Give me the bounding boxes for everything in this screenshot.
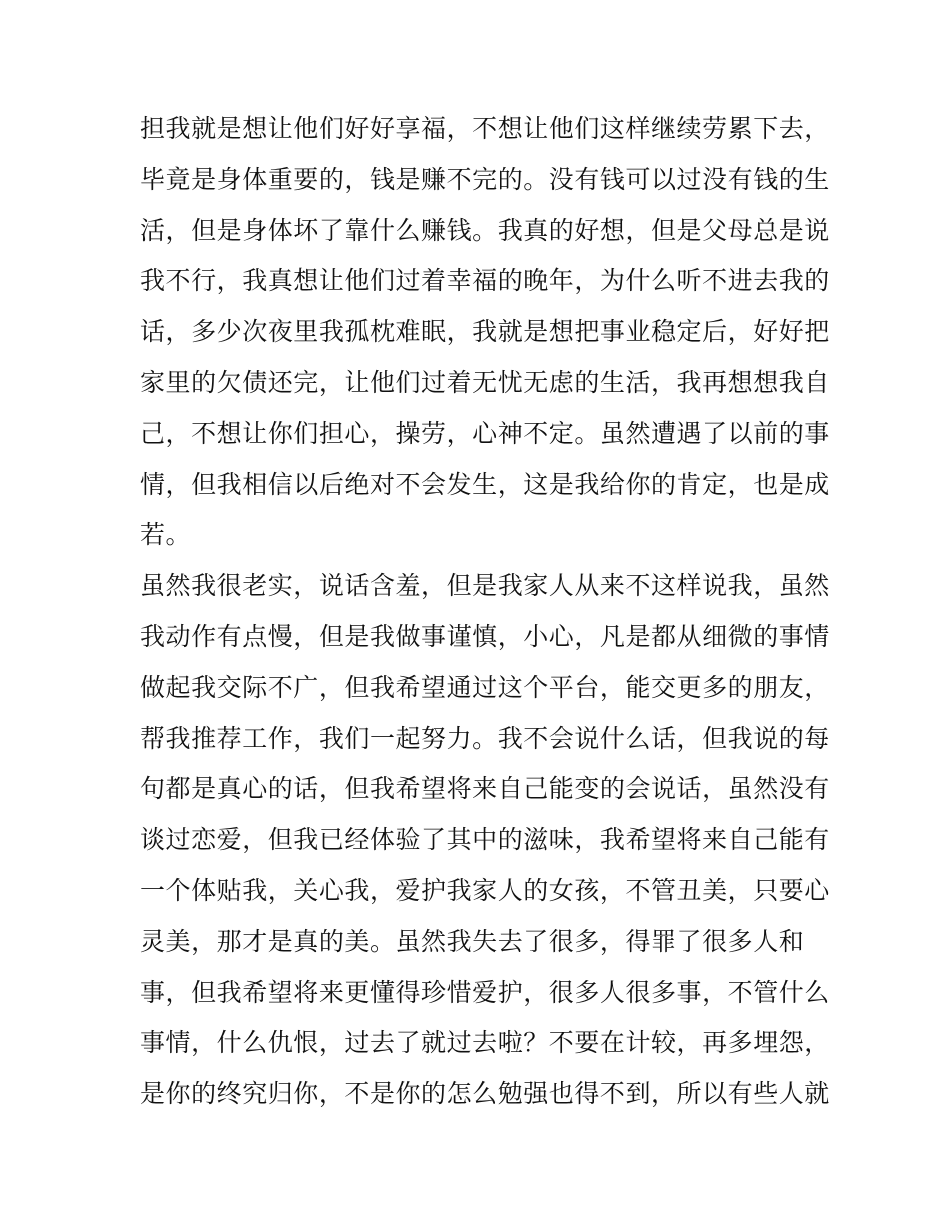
text-line: 若。: [140, 520, 192, 550]
text-line: 话，多少次夜里我孤枕难眠，我就是想把事业稳定后，好好把: [140, 317, 830, 347]
text-line: 事情，什么仇恨，过去了就过去啦？不要在计较，再多埋怨，: [140, 1028, 830, 1058]
text-line: 家里的欠债还完，让他们过着无忧无虑的生活，我再想想我自: [140, 367, 830, 397]
text-line: 谈过恋爱，但我已经体验了其中的滋味，我希望将来自己能有: [140, 825, 830, 855]
text-line: 灵美，那才是真的美。虽然我失去了很多，得罪了很多人和: [140, 926, 805, 956]
text-line: 我动作有点慢，但是我做事谨慎，小心，凡是都从细微的事情: [140, 621, 830, 651]
text-line: 己，不想让你们担心，操劳，心神不定。虽然遭遇了以前的事: [140, 418, 830, 448]
text-line: 一个体贴我，关心我，爱护我家人的女孩，不管丑美，只要心: [140, 875, 830, 905]
text-line: 帮我推荐工作，我们一起努力。我不会说什么话，但我说的每: [140, 723, 830, 753]
text-line: 句都是真心的话，但我希望将来自己能变的会说话，虽然没有: [140, 774, 830, 804]
text-line: 虽然我很老实，说话含羞，但是我家人从来不这样说我，虽然: [140, 571, 830, 601]
paragraph-2: [140, 561, 830, 1120]
text-line: 是你的终究归你，不是你的怎么勉强也得不到，所以有些人就: [140, 1079, 830, 1109]
text-line: 担我就是想让他们好好享福，不想让他们这样继续劳累下去，: [140, 114, 830, 143]
text-line: 情，但我相信以后绝对不会发生，这是我给你的肯定，也是成: [140, 469, 830, 499]
text-line: 活，但是身体坏了靠什么赚钱。我真的好想，但是父母总是说: [140, 215, 830, 245]
text-line: 事，但我希望将来更懂得珍惜爱护，很多人很多事，不管什么: [140, 977, 830, 1007]
text-line: 做起我交际不广，但我希望通过这个平台，能交更多的朋友，: [140, 672, 830, 702]
text-line: 我不行，我真想让他们过着幸福的晚年，为什么听不进去我的: [140, 266, 830, 296]
paragraph-1: [140, 104, 830, 561]
document-body: [140, 104, 830, 1120]
text-line: 毕竟是身体重要的，钱是赚不完的。没有钱可以过没有钱的生: [140, 164, 830, 194]
